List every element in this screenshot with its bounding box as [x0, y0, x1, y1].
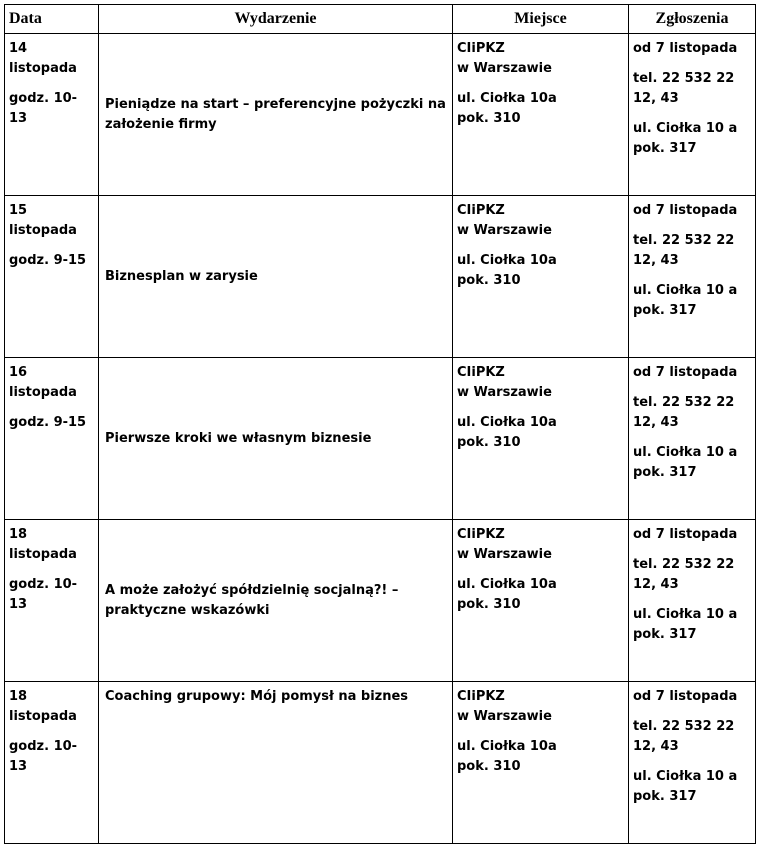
- event-cell: [99, 34, 453, 196]
- registration-cell: [629, 358, 756, 520]
- registration-cell: [629, 196, 756, 358]
- place-name: CIiPKZ w Warszawie: [457, 689, 552, 724]
- place-cell: [453, 520, 629, 682]
- place-name: CIiPKZ w Warszawie: [457, 203, 552, 238]
- registration-phone: tel. 22 532 22 12, 43: [633, 71, 735, 106]
- header-event: Wydarzenie: [99, 5, 453, 34]
- event-time: godz. 10- 13: [9, 739, 78, 774]
- event-date: 14 listopada: [9, 41, 77, 76]
- place-name: CIiPKZ w Warszawie: [457, 365, 552, 400]
- registration-address: ul. Ciołka 10 a pok. 317: [633, 607, 738, 642]
- registration-from: od 7 listopada: [633, 203, 738, 218]
- header-registration: Zgłoszenia: [629, 5, 756, 34]
- registration-cell: [629, 520, 756, 682]
- event-title: Coaching grupowy: Mój pomysł na biznes: [105, 689, 409, 704]
- table-row: [5, 358, 756, 520]
- table-row: [5, 520, 756, 682]
- event-cell: [99, 682, 453, 844]
- date-cell: [5, 520, 99, 682]
- registration-from: od 7 listopada: [633, 527, 738, 542]
- place-name: CIiPKZ w Warszawie: [457, 527, 552, 562]
- date-cell: [5, 196, 99, 358]
- registration-phone: tel. 22 532 22 12, 43: [633, 233, 735, 268]
- registration-address: ul. Ciołka 10 a pok. 317: [633, 769, 738, 804]
- event-time: godz. 9-15: [9, 253, 87, 268]
- place-name: CIiPKZ w Warszawie: [457, 41, 552, 76]
- event-date: 16 listopada: [9, 365, 77, 400]
- event-time: godz. 10- 13: [9, 91, 78, 126]
- events-table: [4, 4, 756, 844]
- registration-address: ul. Ciołka 10 a pok. 317: [633, 283, 738, 318]
- registration-phone: tel. 22 532 22 12, 43: [633, 395, 735, 430]
- place-address: ul. Ciołka 10a pok. 310: [457, 739, 557, 774]
- event-title: A może założyć spółdzielnię socjalną?! – praktyczne wskazówki: [105, 582, 399, 618]
- place-cell: [453, 34, 629, 196]
- event-date: 15 listopada: [9, 203, 77, 238]
- place-cell: [453, 682, 629, 844]
- event-time: godz. 10- 13: [9, 577, 78, 612]
- registration-address: ul. Ciołka 10 a pok. 317: [633, 445, 738, 480]
- header-place: Miejsce: [453, 5, 629, 34]
- event-title: Pierwsze kroki we własnym biznesie: [105, 430, 372, 446]
- header-row: [5, 5, 756, 34]
- registration-phone: tel. 22 532 22 12, 43: [633, 719, 735, 754]
- table-row: [5, 34, 756, 196]
- event-date: 18 listopada: [9, 689, 77, 724]
- table-row: [5, 682, 756, 844]
- date-cell: [5, 682, 99, 844]
- table-row: [5, 196, 756, 358]
- registration-cell: [629, 682, 756, 844]
- registration-from: od 7 listopada: [633, 41, 738, 56]
- registration-phone: tel. 22 532 22 12, 43: [633, 557, 735, 592]
- event-cell: [99, 358, 453, 520]
- event-cell: [99, 196, 453, 358]
- place-cell: [453, 196, 629, 358]
- event-date: 18 listopada: [9, 527, 77, 562]
- place-address: ul. Ciołka 10a pok. 310: [457, 253, 557, 288]
- date-cell: [5, 34, 99, 196]
- event-title: Pieniądze na start – preferencyjne pożyczki na założenie firmy: [105, 96, 446, 132]
- place-address: ul. Ciołka 10a pok. 310: [457, 415, 557, 450]
- date-cell: [5, 358, 99, 520]
- place-address: ul. Ciołka 10a pok. 310: [457, 91, 557, 126]
- event-cell: [99, 520, 453, 682]
- registration-cell: [629, 34, 756, 196]
- place-address: ul. Ciołka 10a pok. 310: [457, 577, 557, 612]
- header-date: Data: [5, 5, 99, 34]
- registration-from: od 7 listopada: [633, 689, 738, 704]
- event-time: godz. 9-15: [9, 415, 87, 430]
- registration-from: od 7 listopada: [633, 365, 738, 380]
- place-cell: [453, 358, 629, 520]
- event-title: Biznesplan w zarysie: [105, 268, 258, 284]
- registration-address: ul. Ciołka 10 a pok. 317: [633, 121, 738, 156]
